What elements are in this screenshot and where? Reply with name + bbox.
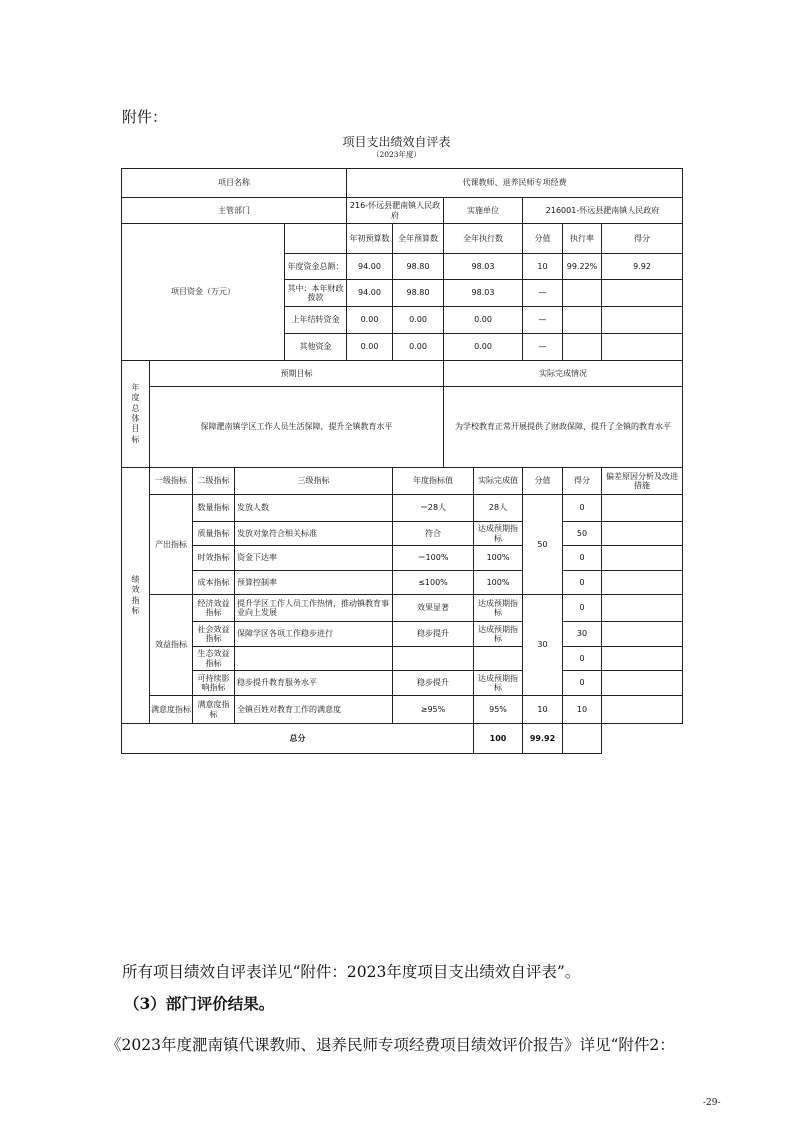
benefit-row: [122, 671, 683, 696]
funds-cell: 98.80: [393, 254, 444, 280]
l3-cell: 发放对象符合相关标准: [235, 522, 393, 546]
actual-cell: 100%: [474, 571, 523, 595]
funds-header: 全年执行数: [444, 224, 523, 254]
l3-cell: [235, 647, 393, 671]
funds-row-label: 其中：本年财政拨款: [285, 280, 347, 307]
funds-cell: 98.80: [393, 280, 444, 307]
funds-row-label: 上年结转资金: [285, 307, 347, 334]
satisfaction-row: [122, 696, 683, 724]
got-cell: 0: [563, 647, 602, 671]
self-evaluation-table: [121, 168, 683, 754]
perf-header: 实际完成值: [474, 468, 523, 495]
actual-cell: 95%: [474, 696, 523, 724]
attachment-label: 附件：: [122, 108, 168, 126]
funds-row-label: 其他资金: [285, 334, 347, 361]
funds-header: 年初预算数: [347, 224, 393, 254]
target-cell: ≤100%: [393, 571, 474, 595]
target-cell: ＝100%: [393, 546, 474, 571]
l3-cell: 资金下达率: [235, 546, 393, 571]
total-note: [563, 724, 602, 754]
table-title: 项目支出绩效自评表: [342, 135, 451, 149]
output-row: [122, 546, 683, 571]
funds-cell: —: [523, 334, 563, 361]
page-number: -29-: [703, 1098, 721, 1108]
got-cell: 0: [563, 571, 602, 595]
funds-cell: 98.03: [444, 254, 523, 280]
funds-cell: 99.22%: [563, 254, 602, 280]
l3-cell: 稳步提升教育服务水平: [235, 671, 393, 696]
note-cell: [602, 622, 683, 647]
l1-cell: 满意度指标: [150, 696, 193, 724]
perf-header: 二级指标: [193, 468, 235, 495]
funds-cell: [563, 334, 602, 361]
output-row: [122, 495, 683, 522]
l3-cell: 预算控制率: [235, 571, 393, 595]
actual-cell: 达成预期指标: [474, 595, 523, 622]
goal-actual: 为学校教育正常开展提供了财政保障，提升了全镇的教育水平: [444, 387, 683, 468]
note-cell: [602, 696, 683, 724]
funds-cell: 94.00: [347, 280, 393, 307]
body-paragraph-report-ref: 《2023年度淝南镇代课教师、退养民师专项经费项目绩效评价报告》详见“附件2：: [106, 1036, 675, 1054]
perf-header: 一级指标: [150, 468, 193, 495]
perf-header: 年度指标值: [393, 468, 474, 495]
funds-cell: 0.00: [347, 307, 393, 334]
note-cell: [602, 571, 683, 595]
got-cell: 50: [563, 522, 602, 546]
funds-row-label: 年度资金总额：: [285, 254, 347, 280]
target-cell: 符合: [393, 522, 474, 546]
funds-header: 得分: [602, 224, 683, 254]
l2-cell: 生态效益指标: [193, 647, 235, 671]
funds-cell: [602, 334, 683, 361]
funds-cell: 94.00: [347, 254, 393, 280]
impl-value: 216001-怀远县淝南镇人民政府: [523, 198, 683, 224]
funds-cell: 0.00: [393, 307, 444, 334]
note-cell: [602, 671, 683, 696]
note-cell: [602, 595, 683, 622]
note-cell: [602, 495, 683, 522]
actual-cell: 100%: [474, 546, 523, 571]
output-score: 50: [523, 495, 563, 595]
output-row: [122, 522, 683, 546]
project-name-label: 项目名称: [122, 169, 347, 198]
actual-cell: 达成预期指标: [474, 622, 523, 647]
funds-header: 执行率: [563, 224, 602, 254]
target-cell: ≥95%: [393, 696, 474, 724]
note-cell: [602, 546, 683, 571]
funds-cell: [602, 307, 683, 334]
got-cell: 10: [563, 696, 602, 724]
l2-cell: 经济效益指标: [193, 595, 235, 622]
got-cell: 0: [563, 595, 602, 622]
funds-header-blank: [285, 224, 347, 254]
total-label: 总分: [122, 724, 474, 754]
funds-cell: 9.92: [602, 254, 683, 280]
got-cell: 30: [563, 622, 602, 647]
funds-cell: 0.00: [444, 307, 523, 334]
l3-cell: 发放人数: [235, 495, 393, 522]
perf-header: 得分: [563, 468, 602, 495]
table-year: （2023年度）: [371, 150, 422, 159]
dept-label: 主管部门: [122, 198, 347, 224]
target-cell: 稳步提升: [393, 671, 474, 696]
perf-header: 三级指标: [235, 468, 393, 495]
section-heading-dept-result: （3）部门评价结果。: [124, 994, 275, 1013]
l3-cell: 提升学区工作人员工作热情，推动镇教育事业向上发展: [235, 595, 393, 622]
funds-cell: 0.00: [393, 334, 444, 361]
funds-header: 全年预算数: [393, 224, 444, 254]
funds-header: 分值: [523, 224, 563, 254]
score-cell: 10: [523, 696, 563, 724]
actual-cell: [474, 647, 523, 671]
funds-cell: —: [523, 280, 563, 307]
output-label: 产出指标: [150, 495, 193, 595]
perf-label: 绩效指标: [122, 468, 150, 724]
funds-cell: —: [523, 307, 563, 334]
benefit-row: [122, 647, 683, 671]
perf-header: 偏差原因分析及改进措施: [602, 468, 683, 495]
total-got: 99.92: [523, 724, 563, 754]
target-cell: 稳步提升: [393, 622, 474, 647]
funds-cell: [563, 280, 602, 307]
note-cell: [602, 647, 683, 671]
goal-expected: 保障淝南镇学区工作人员生活保障，提升全镇教育水平: [150, 387, 444, 468]
funds-cell: [563, 307, 602, 334]
l2-cell: 可持续影响指标: [193, 671, 235, 696]
benefit-row: [122, 622, 683, 647]
body-paragraph-attachment-ref: 所有项目绩效自评表详见“附件：2023年度项目支出绩效自评表”。: [122, 963, 581, 981]
total-score: 100: [474, 724, 523, 754]
l2-cell: 社会效益指标: [193, 622, 235, 647]
benefit-score: 30: [523, 595, 563, 696]
actual-cell: 达成预期指标: [474, 671, 523, 696]
target-cell: 效果显著: [393, 595, 474, 622]
output-row: [122, 571, 683, 595]
goal-label: 年度总体目标: [122, 361, 150, 468]
l2-cell: 数量指标: [193, 495, 235, 522]
funds-cell: 98.03: [444, 280, 523, 307]
total-row: [122, 724, 683, 754]
benefit-row: [122, 595, 683, 622]
funds-cell: 0.00: [347, 334, 393, 361]
funds-cell: 10: [523, 254, 563, 280]
target-cell: [393, 647, 474, 671]
note-cell: [602, 522, 683, 546]
funds-label: 项目资金（万元）: [122, 224, 285, 361]
actual-cell: 达成预期指标: [474, 522, 523, 546]
l2-cell: 满意度指标: [193, 696, 235, 724]
l2-cell: 时效指标: [193, 546, 235, 571]
l3-cell: 保障学区各项工作稳步进行: [235, 622, 393, 647]
l2-cell: 成本指标: [193, 571, 235, 595]
funds-cell: [602, 280, 683, 307]
got-cell: 0: [563, 671, 602, 696]
got-cell: 0: [563, 495, 602, 522]
target-cell: ＝28人: [393, 495, 474, 522]
l2-cell: 质量指标: [193, 522, 235, 546]
actual-cell: 28人: [474, 495, 523, 522]
got-cell: 0: [563, 546, 602, 571]
project-name: 代课教师、退养民师专项经费: [347, 169, 683, 198]
perf-header: 分值: [523, 468, 563, 495]
l3-cell: 全镇百姓对教育工作的满意度: [235, 696, 393, 724]
goal-actual-header: 实际完成情况: [444, 361, 683, 387]
benefit-label: 效益指标: [150, 595, 193, 696]
funds-cell: 0.00: [444, 334, 523, 361]
dept-value: 216-怀远县淝南镇人民政府: [347, 198, 444, 224]
impl-label: 实施单位: [444, 198, 523, 224]
goal-expected-header: 预期目标: [150, 361, 444, 387]
